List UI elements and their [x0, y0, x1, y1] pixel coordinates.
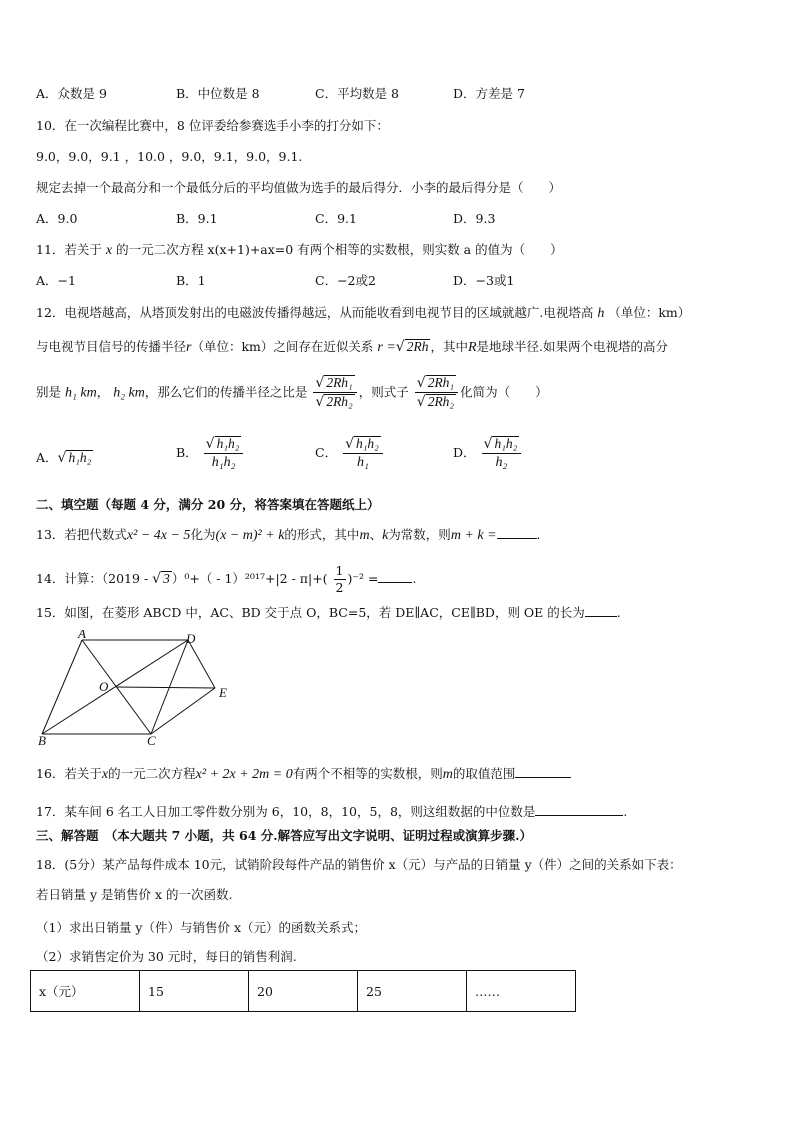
q15-text: 15．如图，在菱形 ABCD 中，AC、BD 交于点 O，BC=5，若 DE∥AC，CE∥BD，则 OE 的长为 — [36, 605, 585, 620]
q10-option-a: A．9.0 — [36, 211, 78, 226]
q15-answer-blank[interactable] — [585, 616, 617, 617]
q12-line3-mid: ，那么它们的传播半径之比是 — [144, 384, 308, 400]
q11-var-x: x — [105, 243, 113, 258]
q12-var-h: h — [597, 306, 605, 321]
q15 — [36, 603, 621, 621]
q14-frac-den: 2 — [335, 579, 344, 595]
q12-line1 — [36, 303, 690, 322]
section-2-heading: 二、填空题（每题 4 分，满分 20 分，将答案填在答题纸上） — [36, 497, 380, 512]
q12-var-R: R — [467, 340, 477, 355]
q12-option-c-label: C． — [315, 444, 338, 460]
q12-ratio-fraction: $\frac{\text{√ 2Rh₁}}{\text{√ 2Rh₂}}$ — [313, 375, 356, 411]
q13-expr: x² − 4x − 5 — [126, 528, 191, 543]
q14-answer-blank[interactable] — [378, 582, 412, 583]
q9-option-c: C．平均数是 8 — [315, 86, 399, 101]
q12-ratio-den: 2Rh₂ — [326, 394, 353, 410]
q12-option-b-label: B． — [176, 444, 198, 460]
q12-line3-mid2: ，则式子 — [358, 384, 409, 400]
q11-stem-pre: 11．若关于 — [36, 242, 106, 257]
q11-stem — [36, 240, 563, 259]
segment-CE — [151, 688, 215, 734]
q12-option-d-fraction: $\frac{\text{√ h₁h₂}}{\text{h₂}}$ — [482, 436, 522, 471]
q14-mid: ）⁰+（ - 1）²⁰¹⁷+|2 - π|+( — [171, 570, 328, 586]
q12-var-r: r — [186, 340, 192, 355]
label-O: O — [99, 679, 109, 694]
table-cell: 20 — [249, 971, 358, 1012]
q9-option-a: A．众数是 9 — [36, 86, 107, 101]
q13-ask: m + k = — [450, 528, 497, 543]
q12-ratio-num: 2Rh₁ — [326, 375, 353, 390]
q12-line2: 与电视节目信号的传播半径r（单位：km）之间存在近似关系 r =√ 2Rh ，其中R是地球半径.如果两个电视塔的高分 — [36, 339, 669, 355]
q12-option-c-num: h₁h₂ — [355, 436, 379, 451]
q12-line3-end: 化简为（ ） — [460, 384, 548, 400]
q12-option-b — [176, 436, 245, 471]
diagonal-BD — [42, 640, 188, 734]
q12-formula-lhs: r = — [377, 340, 396, 355]
q16-m: m — [442, 767, 453, 782]
q11-option-b: B．1 — [176, 273, 206, 288]
q10-option-b: B．9.1 — [176, 211, 218, 226]
q13-post: 的形式，其中 — [284, 527, 360, 542]
q12-option-d-label: D． — [453, 444, 476, 460]
q13 — [36, 525, 541, 544]
q10-question: 规定去掉一个最高分和一个最低分后的平均值做为选手的最后得分．小李的最后得分是（ ） — [36, 180, 562, 195]
q14-frac-num: 1 — [335, 563, 344, 578]
table-cell: 15 — [140, 971, 249, 1012]
q16-answer-blank[interactable] — [515, 777, 571, 778]
q13-pre: 13．若把代数式 — [36, 527, 127, 542]
q16-mid: 的一元二次方程 — [108, 766, 196, 781]
q11-stem-post: 的一元二次方程 x(x+1)+ax=0 有两个相等的实数根，则实数 a 的值为（ ） — [112, 242, 563, 257]
q16 — [36, 764, 571, 783]
q9-option-b: B．中位数是 8 — [176, 86, 260, 101]
q11-option-c: C．−2或2 — [315, 273, 376, 288]
q12-expr-fraction: $\frac{\text{√ 2Rh₁}}{\text{√ 2Rh₂}}$ — [415, 375, 458, 411]
q12-option-b-fraction: $\frac{\text{√ h₁h₂}}{\text{h₁h₂}}$ — [204, 436, 244, 471]
q14-rad: 3 — [163, 570, 170, 586]
table-cell: 25 — [358, 971, 467, 1012]
q12-line3: 别是 h₁ km， h₂ km，那么它们的传播半径之比是 $\frac{\text{√ 2Rh₁}}{\text{√ 2Rh₂}}$ ，则式子 $\frac{\text{√ 2Rh₁}}{\text{√ 2Rh₂}}$ 化简为（ ） — [36, 375, 548, 411]
q17-text: 17．某车间 6 名工人日加工零件数分别为 6，10，8，10，5，8，则这组数据的中位数是 — [36, 804, 536, 819]
q12-expr-num: 2Rh₁ — [427, 375, 455, 390]
q16-pre: 16．若关于 — [36, 766, 102, 781]
q10-option-c: C．9.1 — [315, 211, 357, 226]
table-row — [31, 971, 576, 1012]
q12-formula-rad: 2Rh — [406, 339, 429, 354]
label-A: A — [78, 630, 86, 641]
q10-option-d: D．9.3 — [453, 211, 496, 226]
q11-option-a: A．−1 — [36, 273, 76, 288]
q13-form: (x − m)² + k — [215, 528, 285, 543]
edge-AB — [42, 640, 82, 734]
segment-OE — [116, 687, 215, 688]
q12-h1: h₁ km — [65, 385, 97, 401]
q13-m: m — [359, 528, 370, 543]
table-cell-header: x（元） — [31, 971, 140, 1012]
q12-option-c-den: h₁ — [357, 455, 369, 471]
q12-option-a-label: A． — [36, 450, 58, 465]
q13-tail: . — [536, 527, 541, 542]
q12-option-b-den: h₁h₂ — [211, 455, 236, 471]
q12-line2-end: 是地球半径.如果两个电视塔的高分 — [476, 339, 669, 354]
q14-fraction — [334, 564, 346, 595]
q14-pre: 14．计算：（2019 - — [36, 570, 153, 586]
q13-mid: 化为 — [190, 527, 216, 542]
q12-option-a: A．√ h₁h₂ — [36, 450, 92, 466]
q17 — [36, 802, 627, 820]
q12-line2-post: ，其中 — [430, 339, 468, 354]
q11-option-d: D．−3或1 — [453, 273, 515, 288]
q12-line2-mid: （单位：km）之间存在近似关系 — [191, 339, 374, 354]
q18-part-2: （2）求销售定价为 30 元时，每日的销售利润. — [36, 949, 297, 964]
q12-expr-den: 2Rh₂ — [427, 394, 455, 410]
q12-line2-pre: 与电视节目信号的传播半径 — [36, 339, 187, 354]
segment-DE — [188, 640, 215, 688]
q17-tail: . — [623, 804, 628, 819]
q14-post: )⁻² = — [347, 570, 379, 586]
q14: 14．计算：（2019 - √ 3 ）⁰+（ - 1）²⁰¹⁷+|2 - π|+( $\frac{1}{2}$ )⁻² = . — [36, 563, 417, 595]
q9-option-d: D．方差是 7 — [453, 86, 525, 101]
q12-option-c-fraction: $\frac{\text{√ h₁h₂}}{\text{h₁}}$ — [343, 436, 383, 471]
q10-scores: 9.0，9.0，9.1 ，10.0 ，9.0，9.1，9.0，9.1. — [36, 149, 303, 164]
q12-option-d-den: h₂ — [495, 455, 508, 471]
q12-h2: h₂ km — [113, 385, 145, 401]
q12-line1-text: 12．电视塔越高，从塔顶发射出的电磁波传播得越远，从而能收看到电视节目的区域就越广.电视塔高 — [36, 305, 594, 320]
q13-end: 为常数，则 — [388, 527, 451, 542]
q12-option-d-num: h₁h₂ — [494, 436, 518, 451]
q16-equation: x² + 2x + 2m = 0 — [195, 767, 293, 782]
q12-option-a-value: h₁h₂ — [68, 450, 92, 465]
q13-sep: 、 — [369, 527, 383, 542]
q12-option-b-num: h₁h₂ — [216, 436, 240, 451]
q17-answer-blank[interactable] — [535, 815, 623, 816]
q13-answer-blank[interactable] — [497, 538, 537, 539]
q12-option-c — [315, 436, 385, 471]
q16-var-x: x — [101, 767, 109, 782]
label-D: D — [186, 631, 196, 646]
q12-option-d — [453, 436, 523, 471]
q18-table — [30, 970, 576, 1012]
label-E: E — [219, 685, 227, 700]
q10-stem: 10．在一次编程比赛中，8 位评委给参赛选手小李的打分如下： — [36, 118, 389, 133]
q16-post: 有两个不相等的实数根，则 — [292, 766, 443, 781]
q16-end: 的取值范围 — [452, 766, 516, 781]
label-C: C — [147, 733, 156, 748]
q13-k: k — [382, 528, 389, 543]
q18-part-1: （1）求出日销量 y（件）与销售价 x（元）的函数关系式； — [36, 920, 367, 935]
label-B: B — [38, 733, 46, 748]
q12-unit: （单位：km） — [608, 305, 691, 320]
q15-tail: . — [616, 605, 621, 620]
q18-stem: 18．(5分）某产品每件成本 10元，试销阶段每件产品的销售价 x（元）与产品的日销量 y（件）之间的关系如下表： — [36, 857, 682, 872]
q14-tail: . — [412, 570, 417, 586]
table-cell: …… — [467, 971, 576, 1012]
q12-line3-pre: 别是 — [36, 384, 62, 400]
rhombus-figure — [30, 630, 290, 750]
q18-condition: 若日销量 y 是销售价 x 的一次函数. — [36, 887, 233, 902]
section-3-heading: 三、解答题 （本大题共 7 小题，共 64 分.解答应写出文字说明、证明过程或演算步骤.） — [36, 828, 532, 843]
